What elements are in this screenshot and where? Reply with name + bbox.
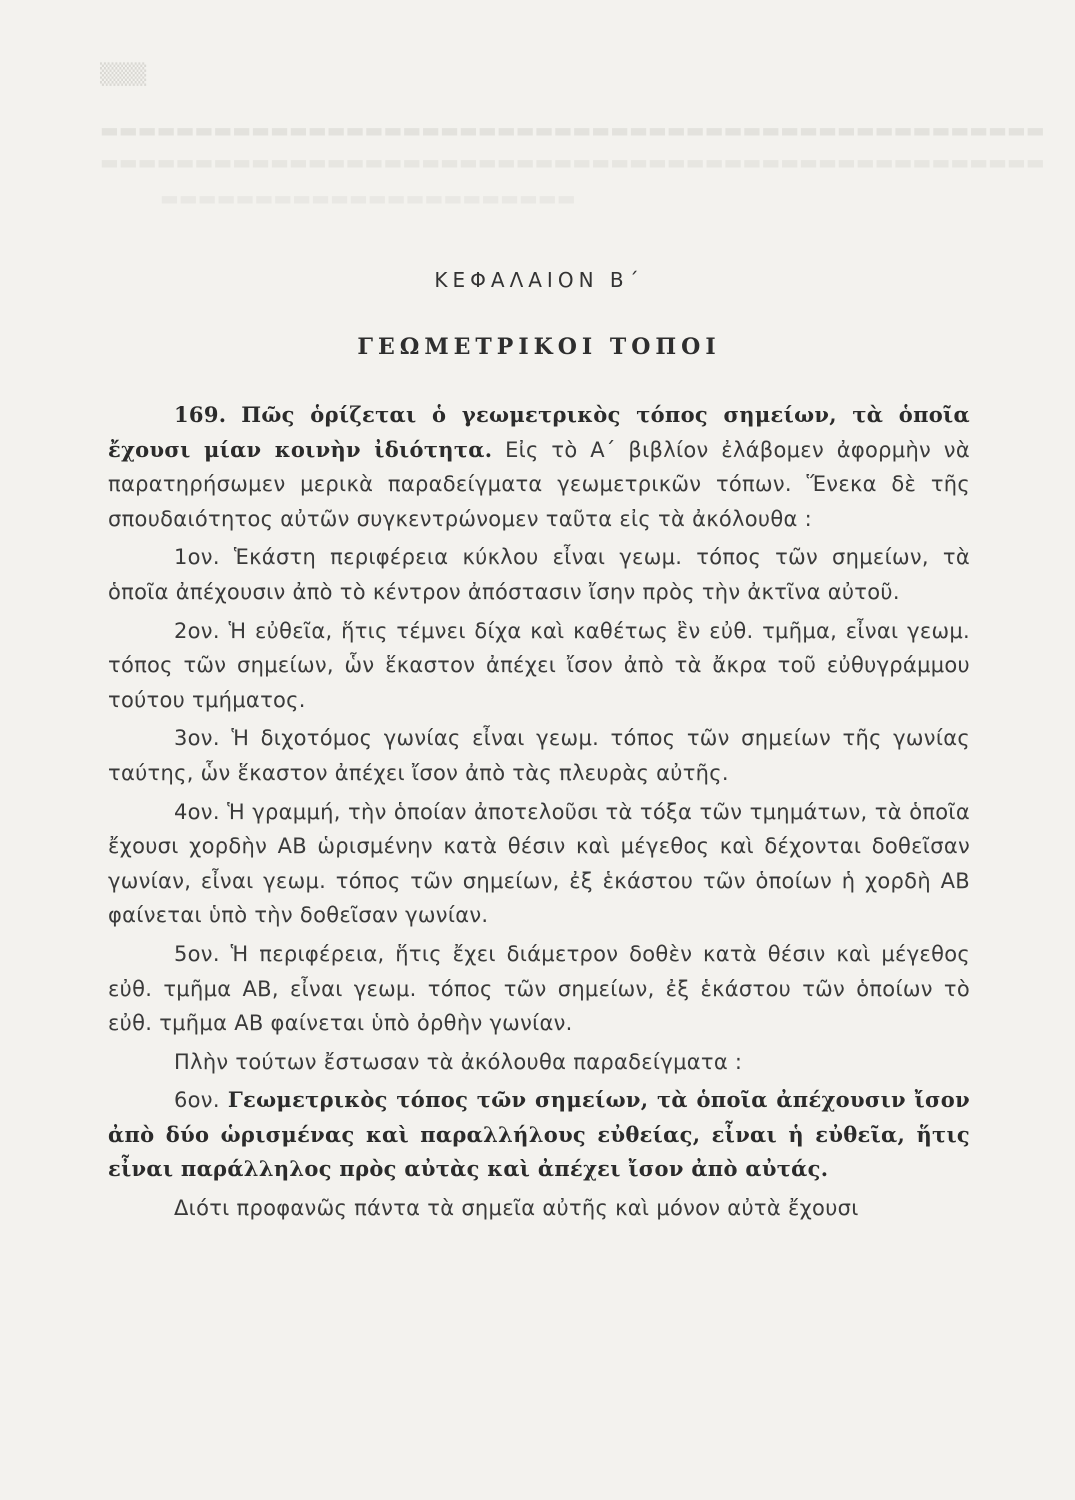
page-body [108, 398, 970, 1226]
last-line: Διότι προφανῶς πάντα τὰ σημεῖα αὐτῆς καὶ μόνον αὐτὰ ἔχουσι [174, 1196, 859, 1221]
chapter-title: ΓΕΩΜΕΤΡΙΚΟΙ ΤΟΠΟΙ [357, 334, 721, 360]
item-text: Ἡ περιφέρεια, ἥτις ἔχει διάμετρον δοθὲν κατὰ θέσιν καὶ μέγεθος εὐθ. τμῆμα ΑΒ, εἶναι γεωμ. τόπος τῶν σημείων, ἐξ ἑκάστου τῶν ὁποίων τὸ εὐθ. τμῆμα ΑΒ φαίνεται ὑπὸ ὀρθὴν γωνίαν. [108, 941, 970, 1036]
chapter-heading: ΚΕΦΑΛΑΙΟΝ Β΄ [434, 268, 644, 292]
section-169 [108, 398, 970, 536]
item-text: Ἑκάστη περιφέρεια κύκλου εἶναι γεωμ. τόπος τῶν σημείων, τὰ ὁποῖα ἀπέχουσιν ἀπὸ τὸ κέντρον ἀπόστασιν ἴσην πρὸς τὴν ἀκτῖνα αὐτοῦ. [108, 545, 970, 604]
section-question: Πῶς ὁρίζεται ὁ γεωμετρικὸς τόπος σημείων, τὰ ὁποῖα ἔχουσι μίαν κοινὴν ἰδιότητα. [108, 402, 970, 462]
list-item [108, 614, 970, 718]
list-item [108, 721, 970, 790]
item-label: 3ον. [174, 726, 220, 751]
item-label: 2ον. [174, 618, 220, 643]
item-label: 1ον. [174, 545, 220, 570]
item-label: 4ον. [174, 799, 220, 824]
item-text-bold: Γεωμετρικὸς τόπος τῶν σημείων, τὰ ὁποῖα ἀπέχουσιν ἴσον ἀπὸ δύο ὡρισμένας καὶ παραλλήλους εὐθείας, εἶναι ἡ εὐθεῖα, ἥτις εἶναι παράλληλος πρὸς αὐτὰς καὶ ἀπέχει ἴσον ἀπὸ αὐτάς. [108, 1087, 970, 1182]
item-label: 5ον. [174, 941, 220, 966]
section-intro: Εἰς τὸ Α΄ βιβλίον ἐλάβομεν ἀφορμὴν νὰ παρατηρήσωμεν μερικὰ παραδείγματα γεωμετρικῶν τόπων. Ἕνεκα δὲ τῆς σπουδαιότητος αὐτῶν συγκεντρώνομεν ταῦτα εἰς τὰ ἀκόλουθα : [108, 437, 970, 531]
transition-text: Πλὴν τούτων ἔστωσαν τὰ ἀκόλουθα παραδείγματα : [174, 1049, 743, 1074]
item-text: Ἡ διχοτόμος γωνίας εἶναι γεωμ. τόπος τῶν σημείων τῆς γωνίας ταύτης, ὧν ἕκαστον ἀπέχει ἴσον ἀπὸ τὰς πλευρὰς αὐτῆς. [108, 726, 970, 785]
list-item [108, 795, 970, 933]
item-label: 6ον. [174, 1088, 220, 1113]
section-number: 169. [174, 402, 227, 427]
list-item-bold [108, 1083, 970, 1187]
list-item [108, 937, 970, 1041]
item-text: Ἡ γραμμή, τὴν ὁποίαν ἀποτελοῦσι τὰ τόξα τῶν τμημάτων, τὰ ὁποῖα ἔχουσι χορδὴν ΑΒ ὡρισμένην κατὰ θέσιν καὶ μέγεθος καὶ δέχονται δοθεῖσαν γωνίαν, εἶναι γεωμ. τόπος τῶν σημείων, ἐξ ἑκάστου τῶν ὁποίων ἡ χορδὴ ΑΒ φαίνεται ὑπὸ τὴν δοθεῖσαν γωνίαν. [108, 799, 970, 928]
list-item [108, 540, 970, 609]
item-text: Ἡ εὐθεῖα, ἥτις τέμνει δίχα καὶ καθέτως ἓν εὐθ. τμῆμα, εἶναι γεωμ. τόπος τῶν σημείων, ὧν ἕκαστον ἀπέχει ἴσον ἀπὸ τὰ ἄκρα τοῦ εὐθυγράμμου τούτου τμήματος. [108, 618, 970, 712]
